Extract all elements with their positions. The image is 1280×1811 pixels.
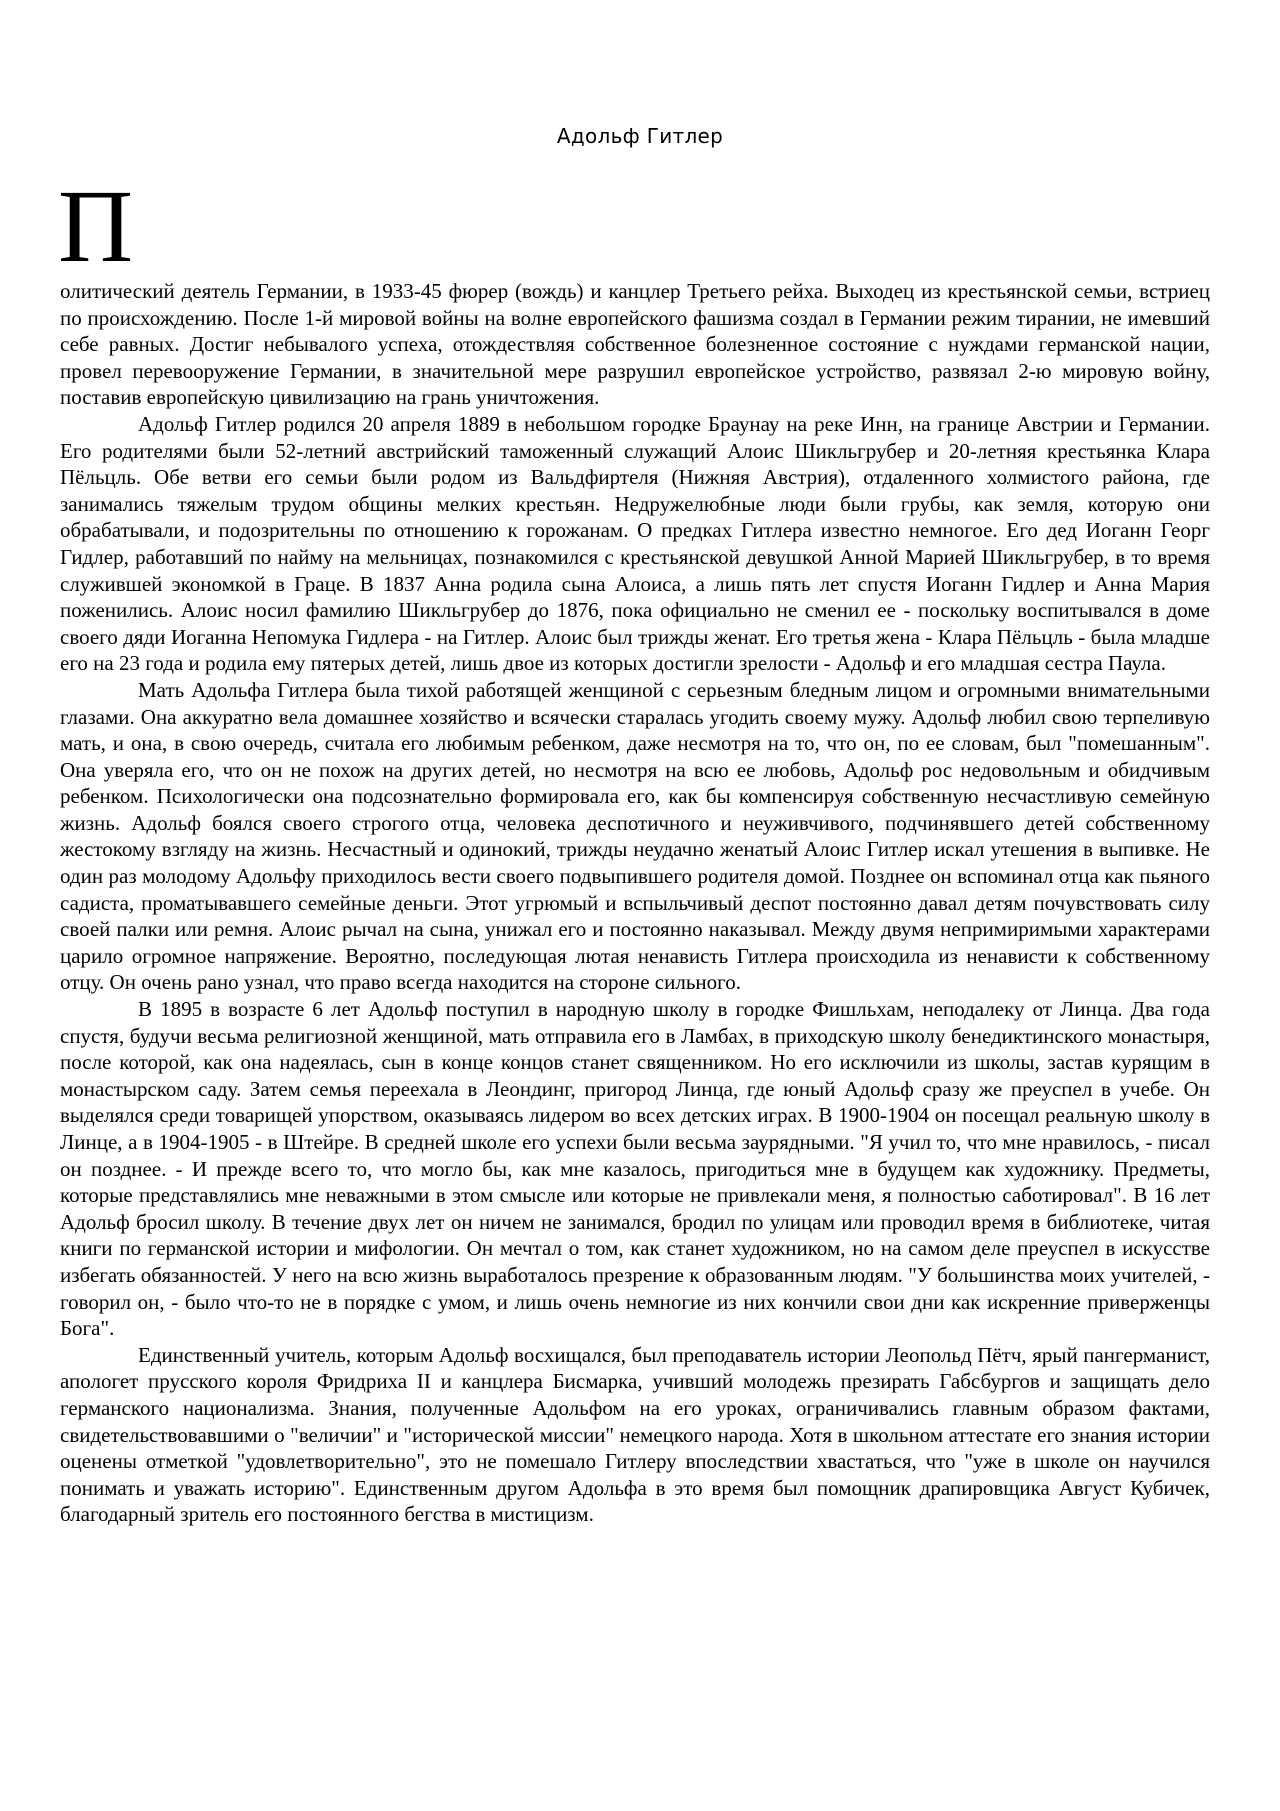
document-title: Адольф Гитлер bbox=[556, 124, 724, 148]
document-body bbox=[60, 278, 1210, 1528]
paragraph-mother: Мать Адольфа Гитлера была тихой работящей женщиной с серьезным бледным лицом и огромными внимательными глазами. Она аккуратно вела домашнее хозяйство и всячески старалась угодить своему мужу. Адольф любил свою терпеливую мать, и она, в свою очередь, считала его любимым ребенком, даже несмотря на то, что он, по ее словам, был "помешанным". Она уверяла его, что он не похож на других детей, но несмотря на всю ее любовь, Адольф рос недовольным и обидчивым ребенком. Психологически она подсознательно формировала его, как бы компенсируя собственную несчастливую семейную жизнь. Адольф боялся своего строгого отца, человека деспотичного и неуживчивого, подчинявшего детей собственному жестокому взгляду на жизнь. Несчастный и одинокий, трижды неудачно женатый Алоис Гитлер искал утешения в выпивке. Не один раз молодому Адольфу приходилось вести своего подвыпившего родителя домой. Позднее он вспоминал отца как пьяного садиста, проматывавшего семейные деньги. Этот угрюмый и вспыльчивый деспот постоянно давал детям почувствовать силу своей палки или ремня. Алоис рычал на сына, унижал его и постоянно наказывал. Между двумя непримиримыми характерами царило огромное напряжение. Вероятно, последующая лютая ненависть Гитлера происходила из ненависти к собственному отцу. Он очень рано узнал, что право всегда находится на стороне сильного. bbox=[60, 677, 1210, 995]
paragraph-teacher: Единственный учитель, которым Адольф восхищался, был преподаватель истории Леопольд Пётч, ярый пангерманист, апологет прусского короля Фридриха II и канцлера Бисмарка, учивший молодежь презирать Габсбургов и защищать дело германского национализма. Знания, полученные Адольфом на его уроках, ограничивались главным образом фактами, свидетельствовавшими о "величии" и "исторической миссии" немецкого народа. Хотя в школьном аттестате его знания истории оценены отметкой "удовлетворительно", это не помешало Гитлеру впоследствии хвастаться, что "уже в школе он научился понимать и уважать историю". Единственным другом Адольфа в это время был помощник драпировщика Август Кубичек, благодарный зритель его постоянного бегства в мистицизм. bbox=[60, 1342, 1210, 1527]
drop-cap-letter: П bbox=[58, 169, 134, 284]
paragraph-school: В 1895 в возрасте 6 лет Адольф поступил в народную школу в городке Фишльхам, неподалеку от Линца. Два года спустя, будучи весьма религиозной женщиной, мать отправила его в Ламбах, в приходскую школу бенедиктинского монастыря, после которой, как она надеялась, сын в конце концов станет священником. Но его исключили из школы, застав курящим в монастырском саду. Затем семья переехала в Леондинг, пригород Линца, где юный Адольф сразу же преуспел в учебе. Он выделялся среди товарищей упорством, оказываясь лидером во всех детских играх. В 1900-1904 он посещал реальную школу в Линце, а в 1904-1905 - в Штейре. В средней школе его успехи были весьма заурядными. "Я учил то, что мне нравилось, - писал он позднее. - И прежде всего то, что могло бы, как мне казалось, пригодиться мне в будущем как художнику. Предметы, которые представлялись мне неважными в этом смысле или которые не привлекали меня, я полностью саботировал". В 16 лет Адольф бросил школу. В течение двух лет он ничем не занимался, бродил по улицам или проводил время в библиотеке, читая книги по германской истории и мифологии. Он мечтал о том, как станет художником, но на самом деле преуспел в искусстве избегать обязанностей. У него на всю жизнь выработалось презрение к образованным людям. "У большинства моих учителей, - говорил он, - было что-то не в порядке с умом, и лишь очень немногие из них кончили свои дни как искренние приверженцы Бога". bbox=[60, 997, 1210, 1341]
paragraph-intro: олитический деятель Германии, в 1933-45 фюрер (вождь) и канцлер Третьего рейха. Выходец из крестьянской семьи, встриец по происхождению. После 1-й мировой войны на волне европейского фашизма создал в Германии режим тирании, не имевший себе равных. Достиг небывалого успеха, отождествляя собственное болезненное состояние с нуждами германской нации, провел перевооружение Германии, в значительной мере разрушил европейское устройство, развязал 2-ю мировую войну, поставив европейскую цивилизацию на грань уничтожения. bbox=[60, 279, 1210, 410]
paragraph-birth: Адольф Гитлер родился 20 апреля 1889 в небольшом городке Браунау на реке Инн, на границе Австрии и Германии. Его родителями были 52-летний австрийский таможенный служащий Алоис Шикльгрубер и 20-летняя крестьянка Клара Пёльцль. Обе ветви его семьи были родом из Вальдфиртеля (Нижняя Австрия), отдаленного холмистого района, где занимались тяжелым трудом общины мелких крестьян. Недружелюбные люди были грубы, как земля, которую они обрабатывали, и подозрительны по отношению к горожанам. О предках Гитлера известно немногое. Его дед Иоганн Георг Гидлер, работавший по найму на мельницах, познакомился с крестьянской девушкой Анной Марией Шикльгрубер, в то время служившей экономкой в Граце. В 1837 Анна родила сына Алоиса, а лишь пять лет спустя Иоганн Гидлер и Анна Мария поженились. Алоис носил фамилию Шикльгрубер до 1876, пока официально не сменил ее - поскольку воспитывался в доме своего дяди Иоганна Непомука Гидлера - на Гитлер. Алоис был трижды женат. Его третья жена - Клара Пёльцль - была младше его на 23 года и родила ему пятерых детей, лишь двое из которых достигли зрелости - Адольф и его младшая сестра Паула. bbox=[60, 411, 1210, 676]
